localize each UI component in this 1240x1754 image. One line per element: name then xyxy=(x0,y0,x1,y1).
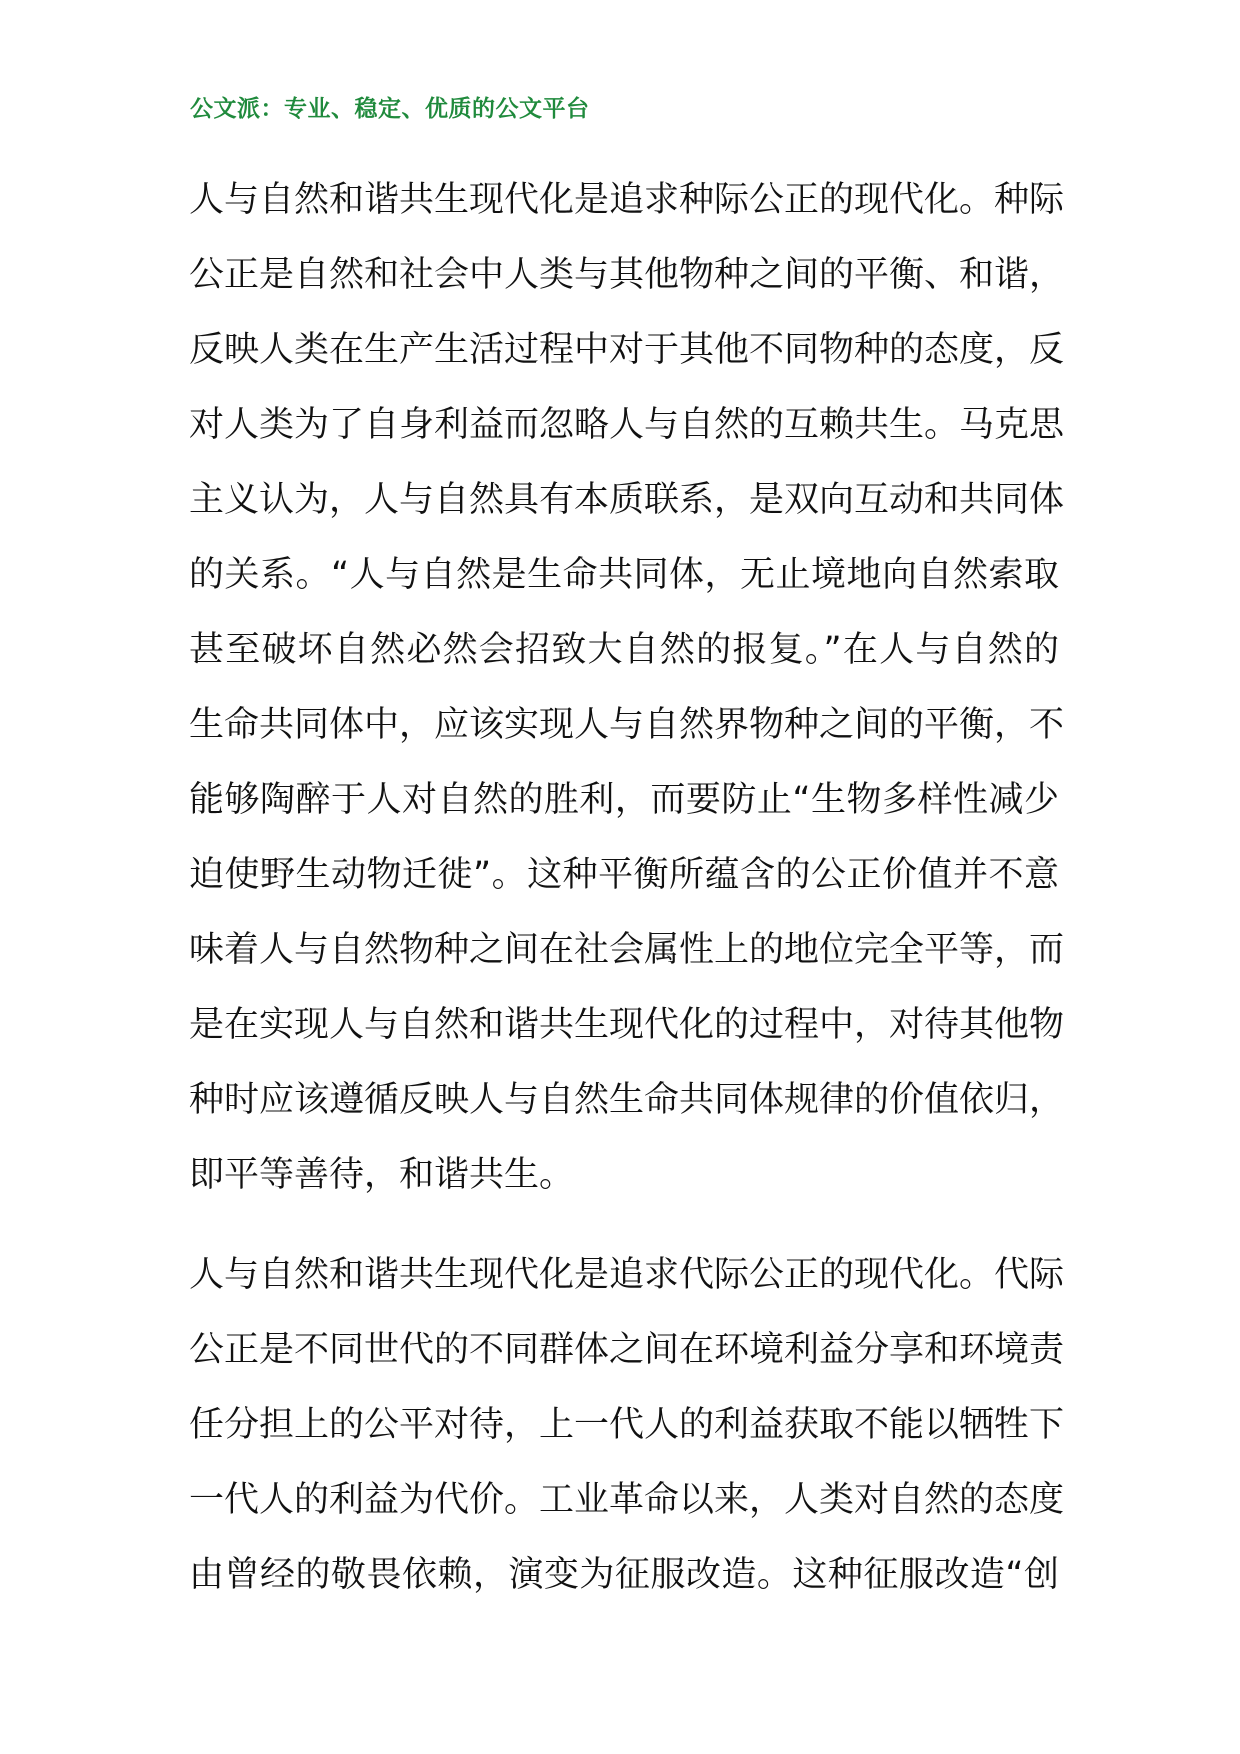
text-line: 的关系。“人与自然是生命共同体，无止境地向自然索取 xyxy=(189,555,1059,595)
text-line: 主义认为，人与自然具有本质联系，是双向互动和共同体 xyxy=(189,480,1065,520)
text-line: 是在实现人与自然和谐共生现代化的过程中，对待其他物 xyxy=(189,1005,1065,1045)
text-line: 味着人与自然物种之间在社会属性上的地位完全平等，而 xyxy=(189,930,1065,970)
text-line: 人与自然和谐共生现代化是追求种际公正的现代化。种际 xyxy=(189,180,1065,220)
text-line: 反映人类在生产生活过程中对于其他不同物种的态度，反 xyxy=(189,330,1065,370)
text-line: 能够陶醉于人对自然的胜利，而要防止“生物多样性减少 xyxy=(189,780,1059,820)
text-line: 即平等善待，和谐共生。 xyxy=(189,1155,575,1195)
paragraph-2 xyxy=(189,1243,1065,1618)
text-line: 甚至破坏自然必然会招致大自然的报复。”在人与自然的 xyxy=(189,630,1059,670)
text-line: 生命共同体中，应该实现人与自然界物种之间的平衡，不 xyxy=(189,705,1065,745)
text-line: 由曾经的敬畏依赖，演变为征服改造。这种征服改造“创 xyxy=(189,1555,1059,1595)
text-line: 任分担上的公平对待，上一代人的利益获取不能以牺牲下 xyxy=(189,1405,1065,1445)
text-line: 人与自然和谐共生现代化是追求代际公正的现代化。代际 xyxy=(189,1255,1065,1295)
text-line: 公正是不同世代的不同群体之间在环境利益分享和环境责 xyxy=(189,1330,1065,1370)
text-line: 对人类为了自身利益而忽略人与自然的互赖共生。马克思 xyxy=(189,405,1065,445)
paragraph-1 xyxy=(189,168,1065,1218)
text-line: 一代人的利益为代价。工业革命以来，人类对自然的态度 xyxy=(189,1480,1065,1520)
document-body xyxy=(189,168,1065,1618)
text-line: 种时应该遵循反映人与自然生命共同体规律的价值依归， xyxy=(189,1080,1065,1120)
text-line: 公正是自然和社会中人类与其他物种之间的平衡、和谐， xyxy=(189,255,1065,295)
text-line: 迫使野生动物迁徙”。这种平衡所蕴含的公正价值并不意 xyxy=(189,855,1059,895)
site-header: 公文派：专业、稳定、优质的公文平台 xyxy=(190,96,590,122)
